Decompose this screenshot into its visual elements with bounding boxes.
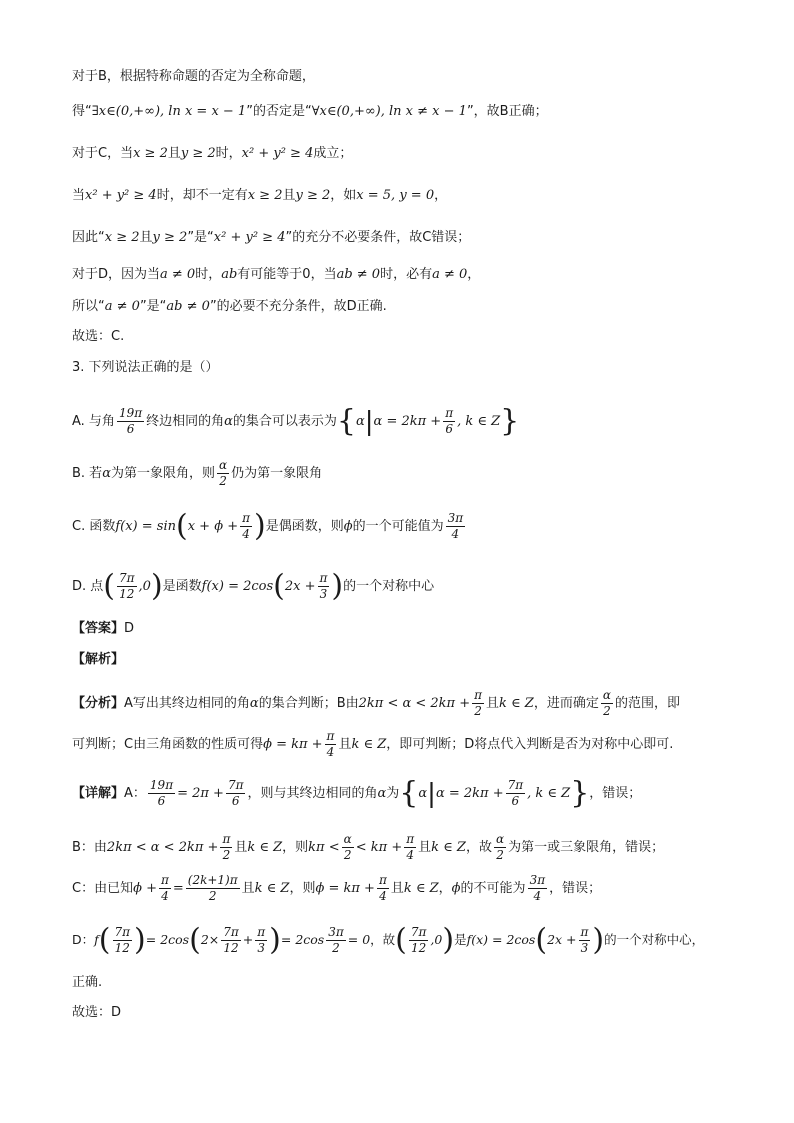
detail-a: 【详解】A： $\frac{19\pi}{6}$ = 2π + $\frac{7\pi}{6}$ ，则与其终边相同的角α为{α|α = 2kπ + $\frac{7\pi}{6}$ , k ∈ Z}，错误；	[72, 775, 642, 811]
answer-tag: 【答案】	[72, 621, 125, 636]
analysis-line-2: 可判断；C由三角函数的性质可得ϕ = kπ + $\frac{\pi}{4}$ 且k ∈ Z，即可判断；D将点代入判断是否为对称中心即可.	[72, 729, 674, 759]
detail-d: D：f( $\frac{7\pi}{12}$ )= 2cos(2× $\frac{7\pi}{12}$ + $\frac{\pi}{3}$ )= 2cos $\frac{3\pi}{2}$ = 0，故( $\frac{7\pi}{12}$ ,0)是f(x) = 2cos(2x + $\frac{\pi}{3}$ )的一个对称中心，	[72, 922, 705, 958]
detail-b: B：由2kπ < α < 2kπ + $\frac{\pi}{2}$ 且k ∈ Z，则kπ < $\frac{\alpha}{2}$ < kπ + $\frac{\pi}{4}$ 且k ∈ Z，故 $\frac{\alpha}{2}$ 为第一或三象限角，错误；	[72, 832, 665, 862]
option-c: C. 函数f(x) = sin(x + ϕ + $\frac{\pi}{4}$ )是偶函数，则ϕ的一个可能值为 $\frac{3\pi}{4}$	[72, 508, 464, 544]
answer-value: D	[124, 621, 135, 636]
option-a: A. 与角 $\frac{19\pi}{6}$ 终边相同的角α的集合可以表示为{α|α = 2kπ + $\frac{\pi}{6}$ , k ∈ Z}	[72, 403, 520, 439]
answer-line	[72, 620, 732, 638]
analysis-tag: 【解析】	[72, 652, 125, 667]
option-b: B. 若α为第一象限角，则 $\frac{\alpha}{2}$ 仍为第一象限角	[72, 458, 323, 488]
text-line: 正确.	[72, 975, 103, 990]
text-line: 得“∃x∈(0,+∞), ln x = x − 1”的否定是“∀x∈(0,+∞), ln x ≠ x − 1”，故B正确；	[72, 104, 548, 119]
text-line: 因此“x ≥ 2且y ≥ 2”是“x² + y² ≥ 4”的充分不必要条件，故C错误；	[72, 230, 471, 245]
text-line: 故选：C.	[72, 329, 125, 344]
option-d: D. 点( $\frac{7\pi}{12}$ ,0)是函数f(x) = 2cos(2x + $\frac{\pi}{3}$ )的一个对称中心	[72, 568, 435, 604]
text-line: 对于C，当x ≥ 2且y ≥ 2时，x² + y² ≥ 4成立；	[72, 146, 353, 161]
text-line: 对于B，根据特称命题的否定为全称命题，	[72, 69, 315, 84]
math: ∀x∈(0,+∞), ln x ≠ x − 1	[311, 104, 467, 119]
text-line: 对于D，因为当a ≠ 0时，ab有可能等于0，当ab ≠ 0时，必有a ≠ 0，	[72, 267, 481, 282]
analysis-line-1: 【分析】A写出其终边相同的角α的集合判断；B由2kπ < α < 2kπ + $\frac{\pi}{2}$ 且k ∈ Z，进而确定 $\frac{\alpha}{2}$ 的范围，即	[72, 688, 680, 718]
final-answer: 故选：D	[72, 1005, 122, 1020]
math: ∃x∈(0,+∞), ln x = x − 1	[91, 104, 247, 119]
detail-c: C：由已知ϕ + $\frac{\pi}{4}$ = $\frac{(2k+1)\pi}{2}$ 且k ∈ Z，则ϕ = kπ + $\frac{\pi}{4}$ 且k ∈ Z，ϕ的不可能为 $\frac{3\pi}{4}$ ，错误；	[72, 873, 602, 903]
text-line: 当x² + y² ≥ 4时，却不一定有x ≥ 2且y ≥ 2，如x = 5, y = 0，	[72, 188, 448, 203]
question-title: 3. 下列说法正确的是（）	[72, 360, 219, 375]
text-line: 所以“a ≠ 0”是“ab ≠ 0”的必要不充分条件，故D正确.	[72, 299, 387, 314]
